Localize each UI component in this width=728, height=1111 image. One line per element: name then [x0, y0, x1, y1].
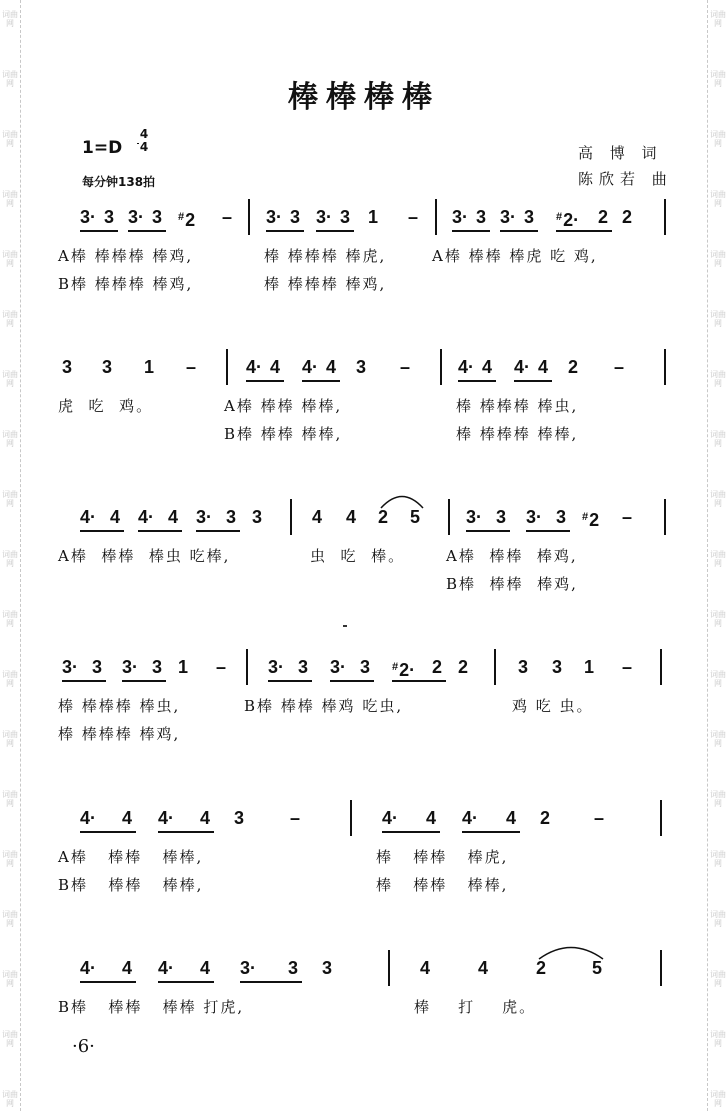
print-speck	[343, 625, 347, 627]
note: 4·	[514, 357, 531, 377]
watermark-text: 词曲网	[710, 130, 726, 148]
watermark-text: 词曲网	[710, 190, 726, 208]
watermark-text: 词曲网	[2, 130, 18, 148]
note: 4	[482, 357, 493, 377]
note: #2	[582, 510, 600, 530]
note: 2	[378, 507, 389, 527]
underline-beam	[80, 831, 136, 833]
watermark-text: 词曲网	[2, 730, 18, 748]
note: 3	[288, 958, 299, 978]
right-watermark-column	[707, 0, 728, 1111]
note: 3	[518, 657, 529, 677]
note: 1	[368, 207, 379, 227]
note: 3	[62, 357, 73, 377]
note: 3	[552, 657, 563, 677]
extension-dash: –	[186, 357, 197, 377]
underline-beam	[128, 230, 166, 232]
note: 4·	[382, 808, 399, 828]
note: 3·	[500, 207, 517, 227]
underline-beam	[266, 230, 304, 232]
note: 3·	[122, 657, 139, 677]
note: #2	[178, 210, 196, 230]
note: 2	[622, 207, 633, 227]
watermark-text: 词曲网	[710, 250, 726, 268]
song-title: 棒棒棒棒	[288, 80, 440, 115]
underline-beam	[240, 981, 302, 983]
bar-line	[246, 649, 248, 685]
lyric-line: 棒 棒棒棒 棒虫,	[456, 397, 579, 415]
watermark-text: 词曲网	[2, 250, 18, 268]
note: 3·	[80, 207, 97, 227]
time-signature-top: 4	[139, 127, 149, 141]
lyric-line: 棒 棒棒棒 棒棒,	[456, 425, 579, 443]
lyric-line: B棒 棒棒 棒棒,	[58, 876, 204, 894]
extension-dash: –	[222, 207, 233, 227]
note: 5	[410, 507, 421, 527]
underline-beam	[80, 230, 118, 232]
lyric-line: B棒 棒棒 棒棒 打虎,	[58, 998, 245, 1016]
lyric-line: 虫 吃 棒。	[310, 547, 406, 565]
note: 4	[200, 958, 211, 978]
tempo-marking: 每分钟138拍	[82, 175, 156, 189]
note: 3·	[62, 657, 79, 677]
note: 4·	[80, 958, 97, 978]
note: 3	[476, 207, 487, 227]
lyric-line: A棒 棒棒 棒棒,	[224, 397, 343, 415]
underline-beam	[382, 831, 440, 833]
note: 3	[322, 958, 333, 978]
note: 2	[568, 357, 579, 377]
lyric-line: A棒 棒棒棒 棒鸡,	[58, 247, 194, 265]
note: 3·	[316, 207, 333, 227]
underline-beam	[138, 530, 182, 532]
underline-beam	[452, 230, 490, 232]
note: 4	[168, 507, 179, 527]
note: 4	[200, 808, 211, 828]
underline-beam	[122, 680, 166, 682]
extension-dash: –	[622, 657, 633, 677]
note: 3	[340, 207, 351, 227]
note: 4·	[138, 507, 155, 527]
note: 4	[110, 507, 121, 527]
underline-beam	[514, 380, 552, 382]
note: 4·	[158, 808, 175, 828]
note: 3	[92, 657, 103, 677]
time-signature	[137, 128, 151, 154]
watermark-text: 词曲网	[710, 1030, 726, 1048]
key-signature: 1=D	[82, 138, 123, 158]
underline-beam	[462, 831, 520, 833]
bar-line	[664, 199, 666, 235]
watermark-text: 词曲网	[710, 850, 726, 868]
note: 3·	[466, 507, 483, 527]
note: 4·	[80, 808, 97, 828]
note: 3·	[128, 207, 145, 227]
lyric-line: 棒 打 虎。	[414, 998, 537, 1016]
note: 3·	[240, 958, 257, 978]
note: 1	[584, 657, 595, 677]
underline-beam	[458, 380, 496, 382]
lyric-line: 棒 棒棒棒 棒虎,	[264, 247, 387, 265]
bar-line	[660, 800, 662, 836]
underline-beam	[316, 230, 354, 232]
note: 4	[478, 958, 489, 978]
underline-beam	[302, 380, 340, 382]
note: 3	[252, 507, 263, 527]
page-number: ·6·	[72, 1036, 95, 1057]
bar-line	[494, 649, 496, 685]
lyric-line: B棒 棒棒 棒棒,	[224, 425, 343, 443]
note: 4	[346, 507, 357, 527]
extension-dash: –	[216, 657, 227, 677]
note: 4·	[246, 357, 263, 377]
watermark-text: 词曲网	[2, 430, 18, 448]
watermark-text: 词曲网	[2, 70, 18, 88]
watermark-text: 词曲网	[2, 310, 18, 328]
lyric-line: 虎 吃 鸡。	[58, 397, 154, 415]
bar-line	[660, 950, 662, 986]
note: 4	[326, 357, 337, 377]
sharp-sign: #	[178, 211, 185, 223]
watermark-text: 词曲网	[2, 10, 18, 28]
note: 3·	[266, 207, 283, 227]
lyric-line: A棒 棒棒 棒棒,	[58, 848, 204, 866]
underline-beam	[268, 680, 312, 682]
note: 3	[226, 507, 237, 527]
underline-beam	[196, 530, 240, 532]
lyric-line: 棒 棒棒棒 棒鸡,	[264, 275, 387, 293]
extension-dash: –	[290, 808, 301, 828]
lyric-line: A棒 棒棒 棒鸡,	[446, 547, 578, 565]
bar-line	[440, 349, 442, 385]
left-watermark-column	[0, 0, 21, 1111]
note: #2·	[392, 660, 416, 680]
tie-arc	[538, 944, 604, 960]
lyric-line: A棒 棒棒 棒虎 吃 鸡,	[432, 247, 598, 265]
lyric-line: B棒 棒棒 棒鸡,	[446, 575, 578, 593]
underline-beam	[246, 380, 284, 382]
lyricist-credit: 高 博 词	[578, 144, 663, 162]
note: 2	[598, 207, 609, 227]
watermark-text: 词曲网	[2, 550, 18, 568]
watermark-text: 词曲网	[2, 190, 18, 208]
note: 2	[432, 657, 443, 677]
note: 3	[360, 657, 371, 677]
underline-beam	[500, 230, 538, 232]
bar-line	[290, 499, 292, 535]
extension-dash: –	[594, 808, 605, 828]
note: 4·	[80, 507, 97, 527]
note: 3	[152, 657, 163, 677]
note: 3·	[452, 207, 469, 227]
lyric-line: B棒 棒棒 棒鸡 吃虫,	[244, 697, 404, 715]
note: 3	[152, 207, 163, 227]
note: 2	[458, 657, 469, 677]
lyric-line: B棒 棒棒棒 棒鸡,	[58, 275, 194, 293]
watermark-text: 词曲网	[2, 490, 18, 508]
underline-beam	[158, 831, 214, 833]
watermark-text: 词曲网	[710, 550, 726, 568]
watermark-text: 词曲网	[2, 1030, 18, 1048]
watermark-text: 词曲网	[710, 10, 726, 28]
note: 2	[536, 958, 547, 978]
bar-line	[664, 349, 666, 385]
underline-beam	[466, 530, 510, 532]
note: 4·	[158, 958, 175, 978]
watermark-text: 词曲网	[2, 1090, 18, 1108]
note: 4	[506, 808, 517, 828]
underline-beam	[80, 981, 136, 983]
bar-line	[388, 950, 390, 986]
sharp-sign: #	[556, 211, 563, 223]
lyric-line: 鸡 吃 虫。	[512, 697, 594, 715]
note: 3·	[196, 507, 213, 527]
watermark-text: 词曲网	[710, 1090, 726, 1108]
note: 4	[122, 808, 133, 828]
watermark-text: 词曲网	[710, 310, 726, 328]
underline-beam	[80, 530, 124, 532]
composer-credit: 陈欣若 曲	[578, 170, 673, 188]
note: 4·	[458, 357, 475, 377]
note: 3	[496, 507, 507, 527]
watermark-text: 词曲网	[710, 610, 726, 628]
bar-line	[435, 199, 437, 235]
note: 3	[234, 808, 245, 828]
note: 4·	[462, 808, 479, 828]
underline-beam	[556, 230, 612, 232]
lyric-line: A棒 棒棒 棒虫 吃棒,	[58, 547, 231, 565]
extension-dash: –	[614, 357, 625, 377]
watermark-text: 词曲网	[2, 670, 18, 688]
lyric-line: 棒 棒棒棒 棒虫,	[58, 697, 181, 715]
note: 4	[426, 808, 437, 828]
lyric-line: 棒 棒棒 棒棒,	[376, 876, 509, 894]
watermark-text: 词曲网	[710, 910, 726, 928]
bar-line	[664, 499, 666, 535]
note: 5	[592, 958, 603, 978]
note: 4	[538, 357, 549, 377]
note: 4	[420, 958, 431, 978]
note: 4	[312, 507, 323, 527]
watermark-text: 词曲网	[710, 370, 726, 388]
underline-beam	[392, 680, 446, 682]
watermark-text: 词曲网	[2, 370, 18, 388]
watermark-text: 词曲网	[2, 850, 18, 868]
note: 1	[178, 657, 189, 677]
underline-beam	[62, 680, 106, 682]
sharp-sign: #	[582, 511, 589, 523]
watermark-text: 词曲网	[2, 910, 18, 928]
extension-dash: –	[622, 507, 633, 527]
note: 3	[290, 207, 301, 227]
watermark-text: 词曲网	[710, 970, 726, 988]
watermark-text: 词曲网	[710, 430, 726, 448]
watermark-text: 词曲网	[710, 730, 726, 748]
note: #2·	[556, 210, 580, 230]
extension-dash: –	[408, 207, 419, 227]
note: 1	[144, 357, 155, 377]
note: 3	[556, 507, 567, 527]
note: 4·	[302, 357, 319, 377]
underline-beam	[330, 680, 374, 682]
bar-line	[248, 199, 250, 235]
extension-dash: –	[400, 357, 411, 377]
underline-beam	[158, 981, 214, 983]
watermark-text: 词曲网	[710, 70, 726, 88]
watermark-text: 词曲网	[710, 490, 726, 508]
watermark-text: 词曲网	[710, 670, 726, 688]
lyric-line: 棒 棒棒 棒虎,	[376, 848, 509, 866]
watermark-text: 词曲网	[2, 610, 18, 628]
note: 3	[298, 657, 309, 677]
underline-beam	[526, 530, 570, 532]
watermark-text: 词曲网	[2, 790, 18, 808]
watermark-text: 词曲网	[2, 970, 18, 988]
note: 3	[102, 357, 113, 377]
bar-line	[660, 649, 662, 685]
lyric-line: 棒 棒棒棒 棒鸡,	[58, 725, 181, 743]
watermark-text: 词曲网	[710, 790, 726, 808]
time-signature-bottom: 4	[139, 140, 149, 154]
bar-line	[350, 800, 352, 836]
tie-arc	[380, 493, 424, 509]
note: 3	[524, 207, 535, 227]
note: 4	[270, 357, 281, 377]
note: 3·	[330, 657, 347, 677]
sharp-sign: #	[392, 661, 399, 673]
note: 2	[540, 808, 551, 828]
note: 3·	[268, 657, 285, 677]
bar-line	[226, 349, 228, 385]
note: 4	[122, 958, 133, 978]
note: 3	[104, 207, 115, 227]
note: 3	[356, 357, 367, 377]
note: 3·	[526, 507, 543, 527]
bar-line	[448, 499, 450, 535]
